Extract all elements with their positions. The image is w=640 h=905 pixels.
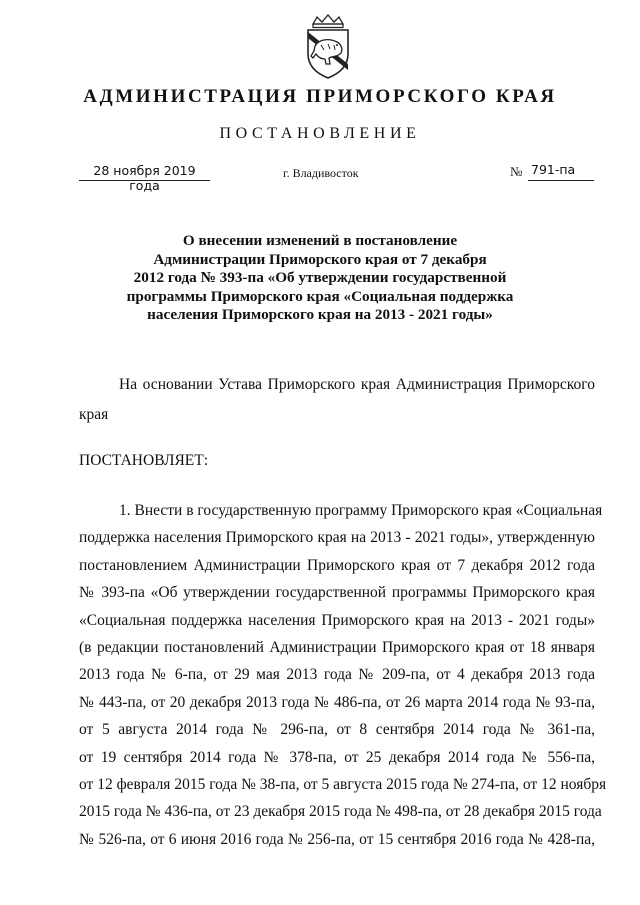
paragraph-line: поддержка населения Приморского края на 2013 - 2021 годы», утвержденную [79, 529, 595, 547]
body-paragraph [79, 497, 607, 853]
subject-line: 2012 года № 393-па «Об утверждении государственной [133, 269, 507, 286]
number-sign: № [510, 164, 523, 179]
date-underline [79, 180, 210, 181]
subject-line: Администрации Приморского края от 7 декабря [153, 250, 487, 268]
subject-line: О внесении изменений в постановление [182, 232, 458, 249]
paragraph-line: 2013 года № 6-па, от 29 мая 2013 года № 209-па, от 4 декабря 2013 года [79, 666, 595, 684]
paragraph-line: 1. Внести в государственную программу Приморского края «Социальная [119, 502, 603, 519]
paragraph-line: № 526-па, от 6 июня 2016 года № 256-па, от 15 сентября 2016 года № 428-па, [79, 830, 595, 848]
primorsky-krai-coat-of-arms-icon [299, 14, 357, 80]
organization-title: АДМИНИСТРАЦИЯ ПРИМОРСКОГО КРАЯ [83, 86, 557, 107]
document-date: 28 ноября 2019 года [93, 163, 196, 193]
paragraph-line: (в редакции постановлений Администрации Приморского края от 18 января [79, 639, 595, 657]
paragraph-line: от 12 февраля 2015 года № 38-па, от 5 августа 2015 года № 274-па, от 12 ноября [79, 776, 607, 794]
paragraph-line: постановлением Администрации Приморского края от 7 декабря 2012 года [79, 556, 595, 574]
document-subject [110, 232, 530, 325]
paragraph-line: 2015 года № 436-па, от 23 декабря 2015 года № 498-па, от 28 декабря 2015 года [79, 803, 602, 821]
number-underline [528, 180, 594, 181]
basis-paragraph: На основании Устава Приморского края Администрация Приморского края [79, 376, 595, 423]
document-type: ПОСТАНОВЛЕНИЕ [219, 125, 421, 142]
decree-heading: ПОСТАНОВЛЯЕТ: [79, 452, 209, 469]
paragraph-line: № 443-па, от 20 декабря 2013 года № 486-па, от 26 марта 2014 года № 93-па, [79, 693, 595, 711]
document-number: 791-па [531, 162, 576, 177]
document-city: г. Владивосток [283, 166, 359, 180]
paragraph-line: «Социальная поддержка населения Приморского края на 2013 - 2021 годы» [79, 611, 595, 629]
paragraph-line: от 5 августа 2014 года № 296-па, от 8 сентября 2014 года № 361-па, [79, 721, 595, 739]
subject-line: программы Приморского края «Социальная поддержка [126, 287, 514, 305]
paragraph-line: от 19 сентября 2014 года № 378-па, от 25 декабря 2014 года № 556-па, [79, 748, 595, 766]
paragraph-line: № 393-па «Об утверждении государственной программы Приморского края [79, 584, 595, 602]
subject-line: населения Приморского края на 2013 - 2021 годы» [147, 306, 493, 323]
